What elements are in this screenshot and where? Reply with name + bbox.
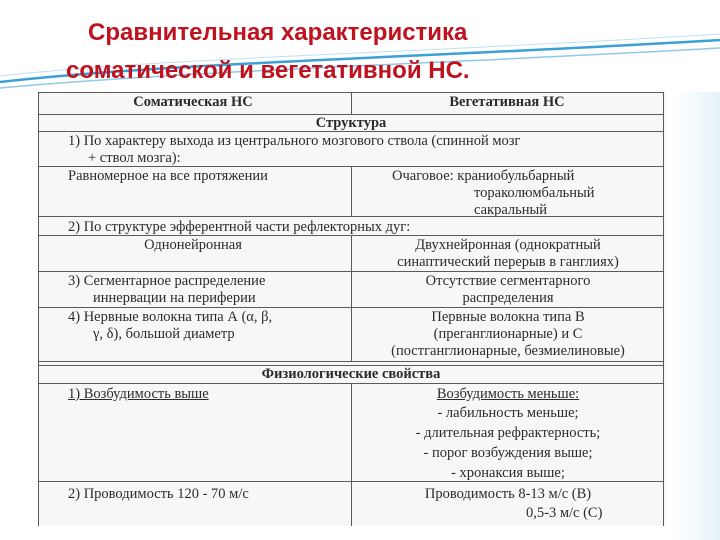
physiology-row2-somatic: 2) Проводимость 120 - 70 м/с bbox=[68, 486, 249, 502]
section-physiology: Физиологические свойства bbox=[261, 366, 441, 382]
row3-vegetative-1: Отсутствие сегментарного bbox=[425, 273, 591, 289]
physiology-row1-somatic bbox=[68, 386, 209, 403]
row1-vegetative-2: тораколюмбальный bbox=[474, 185, 595, 201]
physiology-row1-vegetative-5: - хронаксия выше; bbox=[451, 465, 565, 481]
scanned-comparison-table bbox=[38, 92, 666, 526]
excitability-higher: 1) Возбудимость выше bbox=[68, 386, 209, 402]
row4-vegetative-2: (преганглионарные) и С bbox=[433, 326, 583, 342]
table-border-left bbox=[38, 92, 39, 526]
row1-criterion-line2: + ствол мозга): bbox=[88, 150, 181, 166]
row4-vegetative-3: (постганглионарные, безмиелиновые) bbox=[391, 343, 625, 359]
row3-vegetative-2: распределения bbox=[462, 290, 554, 306]
header-divider bbox=[351, 92, 352, 114]
row1-vegetative-1: Очаговое: краниобульбарный bbox=[392, 168, 575, 184]
title-line-1: Сравнительная характеристика bbox=[88, 19, 468, 46]
rule bbox=[351, 271, 352, 307]
row2-somatic: Однонейронная bbox=[144, 237, 242, 253]
rule bbox=[351, 383, 352, 481]
excitability-lower: Возбудимость меньше: bbox=[436, 386, 580, 402]
rule bbox=[351, 166, 352, 216]
rule bbox=[38, 361, 664, 362]
physiology-row1-vegetative-4: - порог возбуждения выше; bbox=[423, 445, 593, 461]
rule bbox=[38, 131, 664, 132]
header-vegetative: Вегетативная НС bbox=[449, 94, 565, 110]
slide-title bbox=[0, 14, 720, 90]
row4-somatic-2: γ, δ), большой диаметр bbox=[93, 326, 235, 342]
section-structure: Структура bbox=[315, 115, 387, 131]
rule bbox=[351, 481, 352, 526]
row4-vegetative-1: Первные волокна типа В bbox=[431, 309, 585, 325]
physiology-row1-vegetative-1 bbox=[354, 386, 662, 403]
row1-somatic: Равномерное на все протяжении bbox=[68, 168, 268, 184]
row1-criterion-line1: 1) По характеру выхода из центрального мозгового ствола (спинной мозг bbox=[68, 133, 521, 149]
title-line-2: соматической и вегетативной НС. bbox=[66, 57, 470, 84]
rule bbox=[351, 235, 352, 271]
row1-vegetative-3: сакральный bbox=[474, 202, 548, 218]
row2-criterion: 2) По структуре эфферентной части рефлекторных дуг: bbox=[68, 219, 411, 235]
physiology-row1-vegetative-3: - длительная рефрактерность; bbox=[415, 425, 601, 441]
row3-somatic-2: иннервации на периферии bbox=[93, 290, 256, 306]
physiology-row2-vegetative-1: Проводимость 8-13 м/с (В) bbox=[424, 486, 592, 502]
rule bbox=[38, 216, 664, 217]
header-somatic: Соматическая НС bbox=[133, 94, 253, 110]
physiology-row1-vegetative-2: - лабильность меньше; bbox=[437, 405, 579, 421]
table-border-right bbox=[663, 92, 664, 526]
decorative-side-shade bbox=[674, 92, 720, 540]
row4-somatic-1: 4) Нервные волокна типа А (α, β, bbox=[68, 309, 273, 325]
row2-vegetative-2: синаптический перерыв в ганглиях) bbox=[397, 254, 619, 270]
row2-vegetative-1: Двухнейронная (однократный bbox=[415, 237, 601, 253]
physiology-row2-vegetative-2: 0,5-3 м/с (С) bbox=[526, 505, 603, 521]
rule bbox=[351, 307, 352, 361]
row3-somatic-1: 3) Сегментарное распределение bbox=[68, 273, 266, 289]
